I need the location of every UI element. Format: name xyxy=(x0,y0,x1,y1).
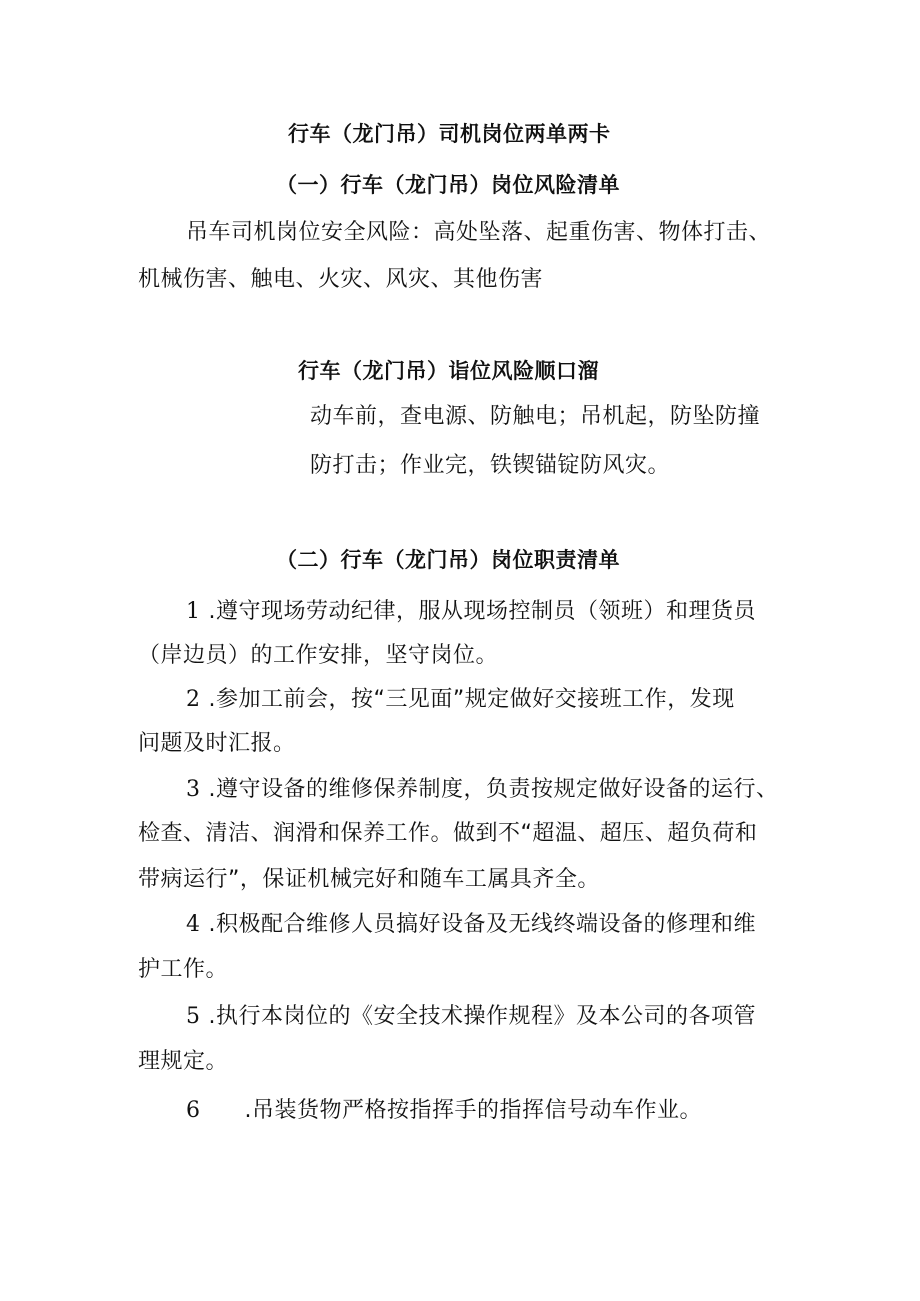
duty-item-3-line1 xyxy=(186,775,779,805)
section1-heading: （一）行车（龙门吊）岗位风险清单 xyxy=(276,173,620,197)
section2-heading: （二）行车（龙门吊）岗位职责清单 xyxy=(276,548,620,572)
risk-text-line2: 机械伤害、触电、火灾、风灾、其他伤害 xyxy=(138,267,544,292)
duty-item-number: 2 xyxy=(186,687,201,712)
duty-item-6-line1 xyxy=(186,1096,702,1126)
duty-item-text: .积极配合维修人员搞好设备及无线终端设备的修理和维 xyxy=(208,912,756,937)
risk-text-line1: 吊车司机岗位安全风险：高处坠落、起重伤害、物体打击、 xyxy=(186,220,772,245)
duty-item-1-line1 xyxy=(186,597,756,627)
duty-item-2-line2: 问题及时汇报。 xyxy=(138,731,296,756)
duty-item-text: .遵守现场劳动纪律，服从现场控制员（领班）和理货员 xyxy=(208,599,756,624)
duty-item-number: 3 xyxy=(186,777,201,802)
duty-item-4-line1 xyxy=(186,910,756,940)
jingle-line2: 防打击；作业完，铁锲锚锭防风灾。 xyxy=(310,453,671,478)
document-title: 行车（龙门吊）司机岗位两单两卡 xyxy=(288,122,611,146)
duty-item-text: .参加工前会，按“三见面”规定做好交接班工作，发现 xyxy=(208,687,735,712)
duty-item-number: 5 xyxy=(186,1004,201,1029)
duty-item-1-line2: （岸边员）的工作安排，坚守岗位。 xyxy=(138,643,499,668)
duty-item-2-line1 xyxy=(186,685,735,715)
duty-item-text: .遵守设备的维修保养制度，负责按规定做好设备的运行、 xyxy=(208,777,779,802)
duty-item-text: .执行本岗位的《安全技术操作规程》及本公司的各项管 xyxy=(208,1004,756,1029)
duty-item-text: .吊装货物严格按指挥手的指挥信号动车作业。 xyxy=(244,1098,702,1123)
jingle-line1: 动车前，查电源、防触电；吊机起，防坠防撞 xyxy=(310,404,761,429)
duty-item-3-line3: 带病运行”，保证机械完好和随车工属具齐全。 xyxy=(138,867,600,892)
jingle-heading: 行车（龙门吊）诣位风险顺口溜 xyxy=(298,359,599,383)
duty-item-number: 4 xyxy=(186,912,201,937)
duty-item-5-line2: 理规定。 xyxy=(138,1049,229,1074)
duty-item-3-line2: 检查、清洁、润滑和保养工作。做到不“超温、超压、超负荷和 xyxy=(138,821,758,846)
duty-item-number: 1 xyxy=(186,599,201,624)
duty-item-number: 6 xyxy=(186,1098,201,1123)
duty-item-5-line1 xyxy=(186,1002,756,1032)
duty-item-4-line2: 护工作。 xyxy=(138,957,229,982)
